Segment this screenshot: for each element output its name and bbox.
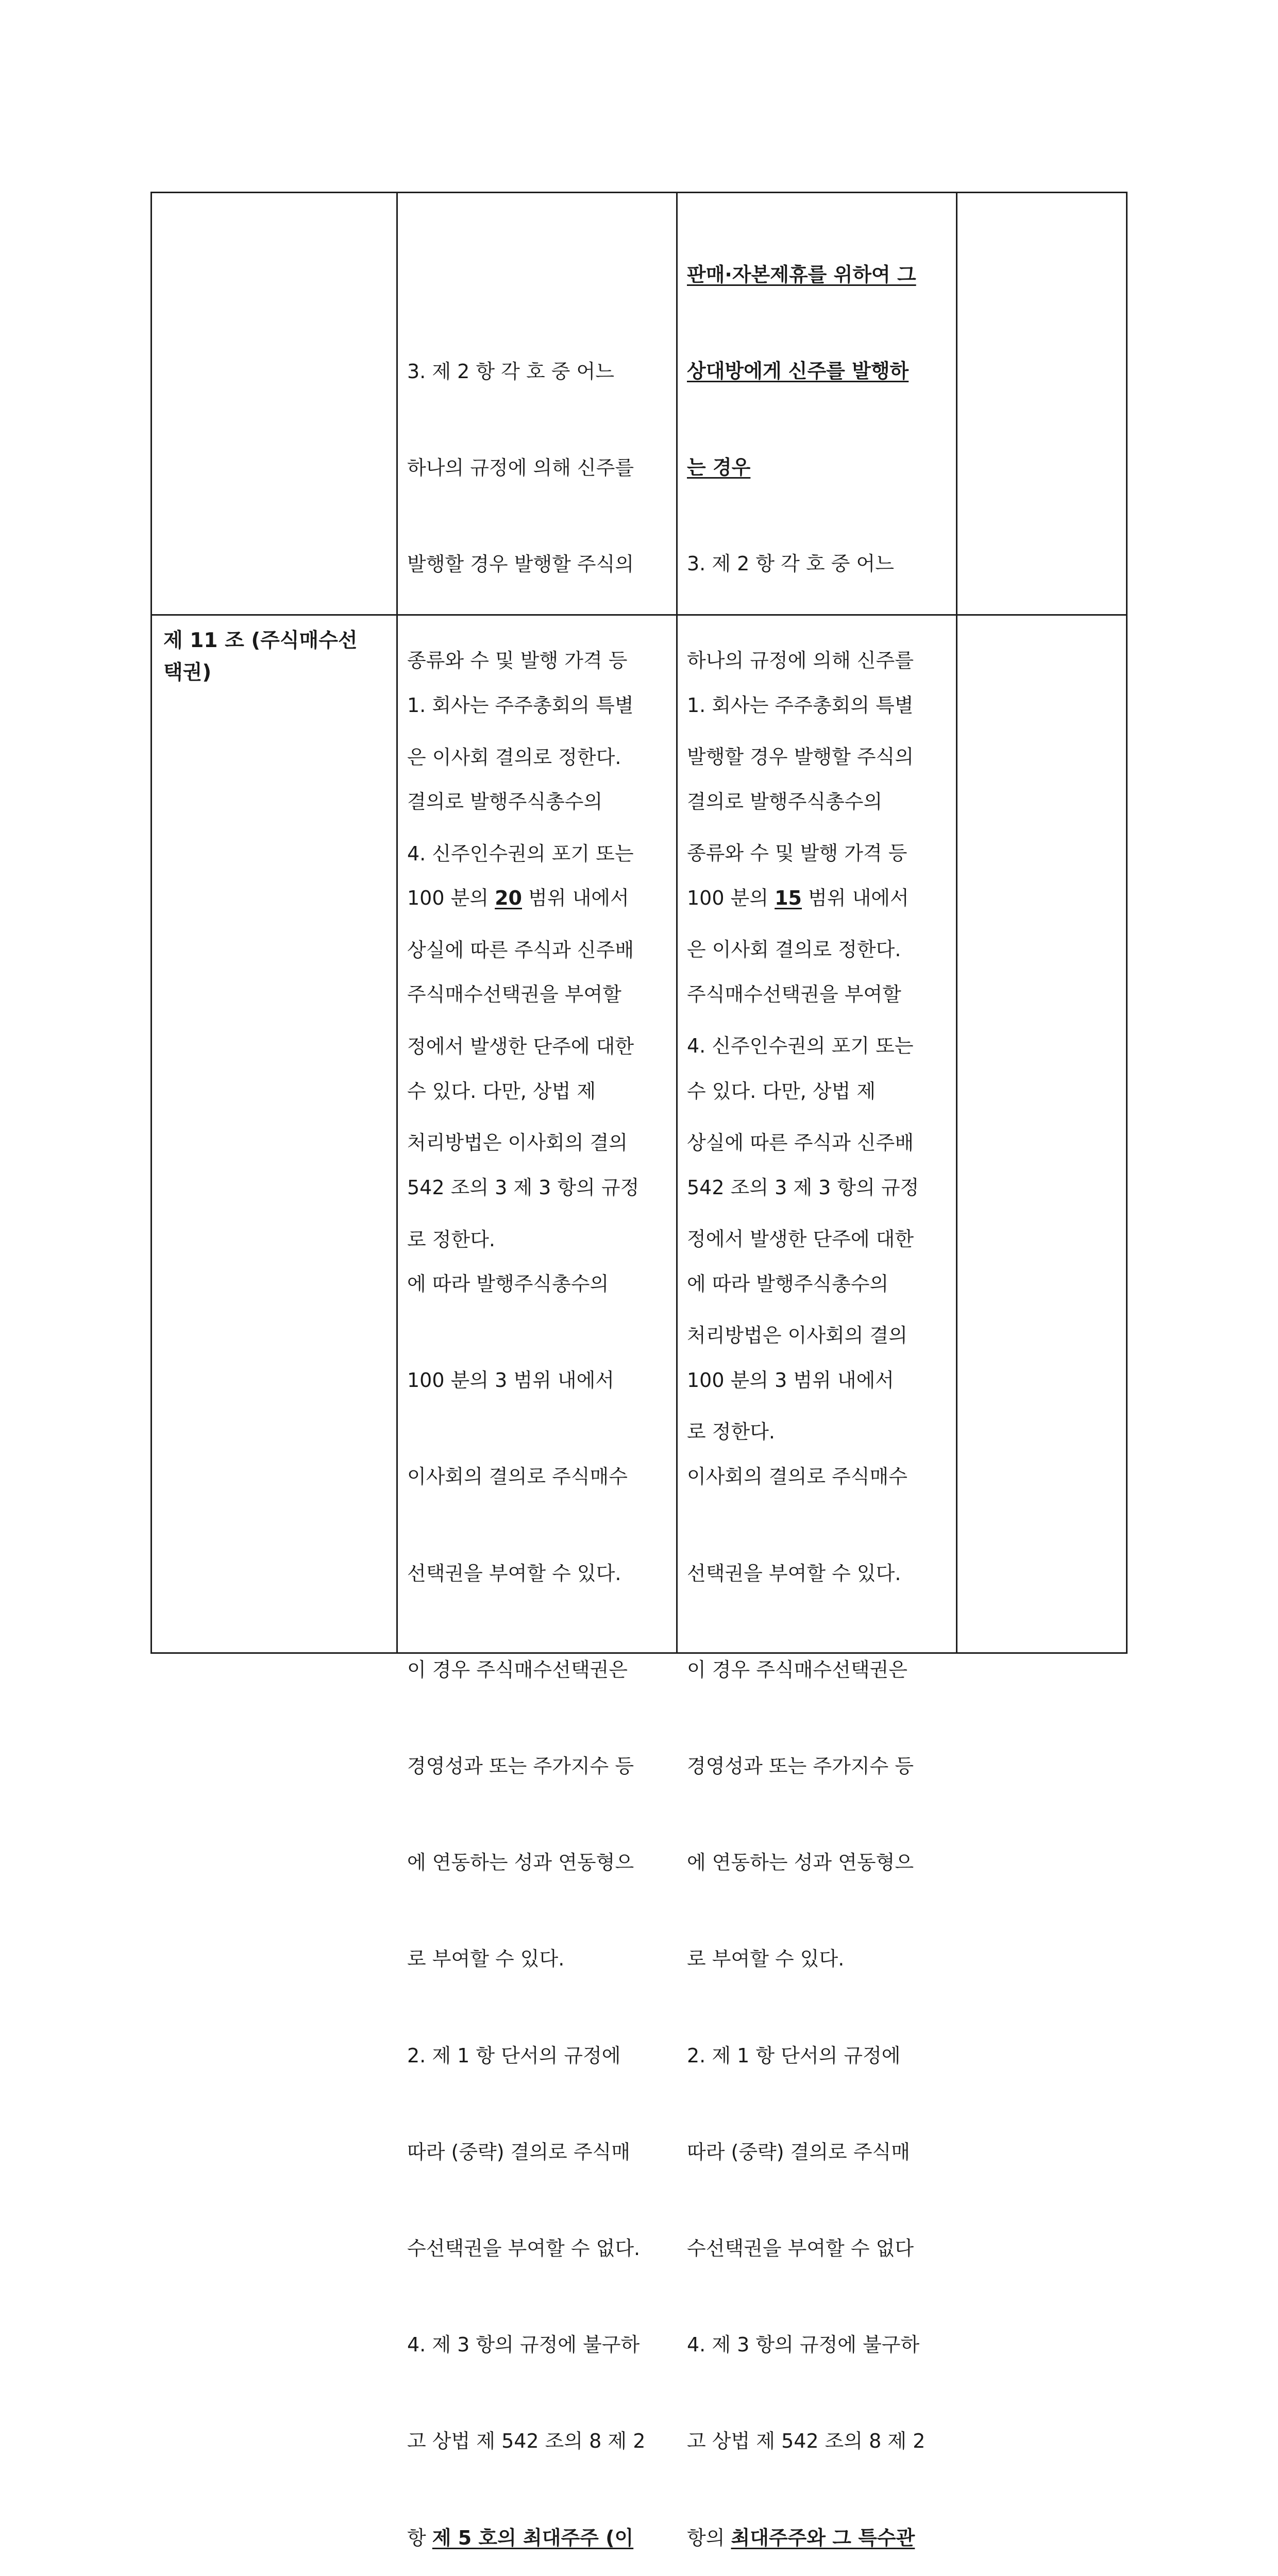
text-line: 3. 제 2 항 각 호 중 어느 <box>687 552 894 575</box>
text-line: 결의로 발행주식총수의 <box>407 790 603 814</box>
text-line: 100 분의 3 범위 내에서 <box>687 1369 894 1392</box>
article-cell <box>150 192 398 614</box>
text-line: 로 정한다. <box>407 1228 495 1251</box>
text-line: 이 경우 주식매수선택권은 <box>687 1658 907 1681</box>
remarks-cell <box>956 192 1128 614</box>
text-line: 은 이사회 결의로 정한다. <box>407 745 621 769</box>
current-text <box>407 625 668 2576</box>
text-line: 로 부여할 수 있다. <box>687 1947 845 1971</box>
text-line: 선택권을 부여할 수 있다. <box>687 1562 901 1585</box>
amended-text: 제 5 호의 최대주주 (이 <box>432 2526 634 2549</box>
text-line: 주식매수선택권을 부여할 <box>407 983 621 1006</box>
current-text-cell <box>396 614 678 2549</box>
text-line: 정에서 발생한 단주에 대한 <box>407 1035 634 1058</box>
proposed-text <box>687 625 948 2576</box>
text-line: 에 연동하는 성과 연동형으 <box>407 1851 634 1874</box>
text-line: 로 정한다. <box>687 1420 775 1444</box>
text-line: 3. 제 2 항 각 호 중 어느 <box>407 360 614 383</box>
proposed-text-cell <box>676 614 957 2549</box>
text-line: 100 분의 20 범위 내에서 <box>407 887 629 910</box>
text-line: 4. 신주인수권의 포기 또는 <box>687 1035 914 1058</box>
text-line: 4. 제 3 항의 규정에 불구하 <box>687 2333 920 2357</box>
text-line: 수선택권을 부여할 수 없다 <box>687 2237 914 2260</box>
text-line: 처리방법은 이사회의 결의 <box>407 1131 628 1155</box>
amended-text: 판매·자본제휴를 위하여 그 <box>687 263 916 286</box>
text-line: 상실에 따른 주식과 신주배 <box>687 1131 914 1154</box>
text-line: 4. 신주인수권의 포기 또는 <box>407 842 634 865</box>
text-line: 542 조의 3 제 3 항의 규정 <box>687 1176 919 1199</box>
article-heading: 제 11 조 (주식매수선 택권) <box>163 629 358 685</box>
text-line: 종류와 수 및 발행 가격 등 <box>687 842 907 865</box>
text-line: 선택권을 부여할 수 있다. <box>407 1562 621 1585</box>
text-line: 하나의 규정에 의해 신주를 <box>687 649 914 672</box>
text-line: 따라 (중략) 결의로 주식매 <box>687 2140 910 2163</box>
text-line: 따라 (중략) 결의로 주식매 <box>407 2140 630 2163</box>
remarks-cell <box>956 614 1128 1654</box>
text-line: 고 상법 제 542 조의 8 제 2 <box>407 2430 646 2453</box>
text-line: 경영성과 또는 주가지수 등 <box>687 1755 914 1778</box>
amended-text: 상대방에게 신주를 발행하 <box>687 360 909 383</box>
table-row <box>150 614 1128 2549</box>
text-line: 결의로 발행주식총수의 <box>687 790 883 814</box>
amended-text: 15 <box>775 887 802 910</box>
text-line: 이사회의 결의로 주식매수 <box>687 1465 907 1488</box>
text-line: 상실에 따른 주식과 신주배 <box>407 939 634 962</box>
text-line: 주식매수선택권을 부여할 <box>687 983 901 1006</box>
article-cell <box>150 614 398 1654</box>
text-line: 이 경우 주식매수선택권은 <box>407 1658 628 1681</box>
text-line: 고 상법 제 542 조의 8 제 2 <box>687 2430 926 2453</box>
text-line: 처리방법은 이사회의 결의 <box>687 1324 907 1347</box>
amended-text: 20 <box>495 887 522 910</box>
text-line: 로 부여할 수 있다. <box>407 1947 565 1971</box>
text-line: 수선택권을 부여할 수 없다. <box>407 2237 641 2260</box>
text-line: 수 있다. 다만, 상법 제 <box>407 1079 596 1103</box>
text-line: 542 조의 3 제 3 항의 규정 <box>407 1176 640 1199</box>
amended-text: 는 경우 <box>687 456 751 479</box>
text-line: 2. 제 1 항 단서의 규정에 <box>407 2044 621 2067</box>
text-line: 하나의 규정에 의해 신주를 <box>407 456 634 480</box>
text-line: 수 있다. 다만, 상법 제 <box>687 1079 876 1103</box>
text-line: 2. 제 1 항 단서의 규정에 <box>687 2044 901 2067</box>
text-line: 100 분의 15 범위 내에서 <box>687 887 909 910</box>
text-line: 종류와 수 및 발행 가격 등 <box>407 649 628 672</box>
text-line: 이사회의 결의로 주식매수 <box>407 1465 628 1488</box>
text-line: 4. 제 3 항의 규정에 불구하 <box>407 2333 640 2357</box>
text-line: 발행할 경우 발행할 주식의 <box>407 553 634 576</box>
text-line: 항의 최대주주와 그 특수관 <box>687 2526 915 2549</box>
text-line: 에 연동하는 성과 연동형으 <box>687 1851 914 1874</box>
text-line: 1. 회사는 주주총회의 특별 <box>407 693 634 717</box>
text-line: 경영성과 또는 주가지수 등 <box>407 1755 634 1778</box>
text-line: 정에서 발생한 단주에 대한 <box>687 1227 914 1250</box>
text-line: 항 제 5 호의 최대주주 (이 <box>407 2526 634 2549</box>
amended-text: 최대주주와 그 특수관 <box>731 2526 915 2549</box>
text-line: 에 따라 발행주식총수의 <box>687 1273 889 1296</box>
amendment-table <box>150 192 1128 2549</box>
text-line: 은 이사회 결의로 정한다. <box>687 938 901 961</box>
text-line: 발행할 경우 발행할 주식의 <box>687 745 914 768</box>
text-line: 1. 회사는 주주총회의 특별 <box>687 693 914 717</box>
text-line: 100 분의 3 범위 내에서 <box>407 1369 614 1392</box>
text-line: 에 따라 발행주식총수의 <box>407 1273 609 1296</box>
